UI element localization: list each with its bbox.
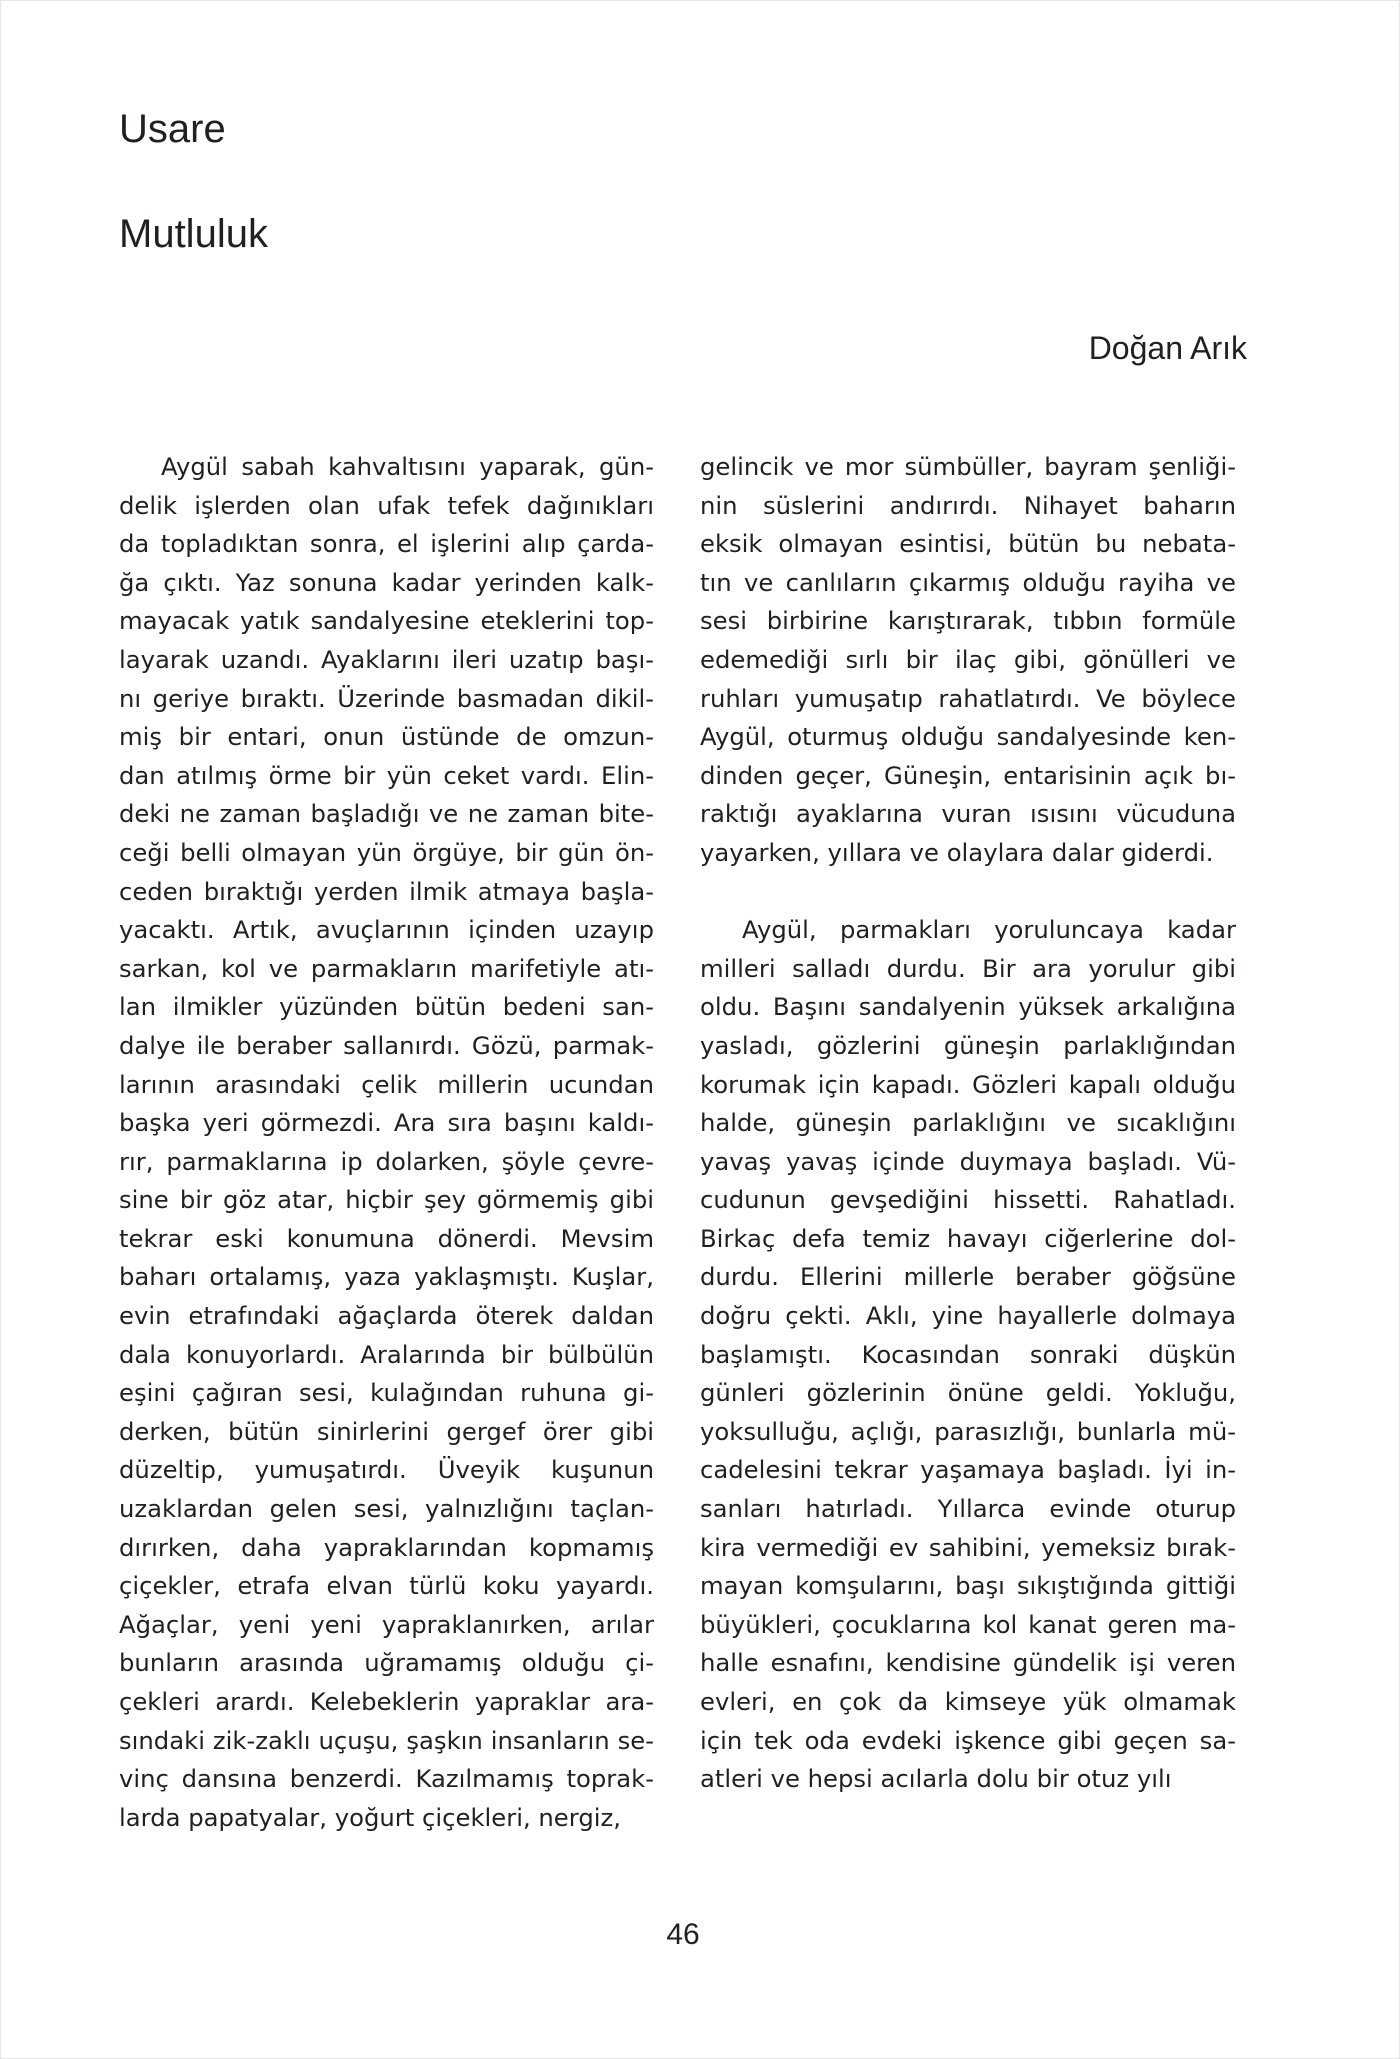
text-line: nı geriye bıraktı. Üzerinde basmadan dikil- xyxy=(119,683,654,713)
text-line: ğa çıktı. Yaz sonuna kadar yerinden kalk- xyxy=(119,567,654,597)
text-line: durdu. Ellerini millerle beraber göğsüne xyxy=(700,1262,1236,1292)
text-line: derken, bütün sinirlerini gergef örer gibi xyxy=(119,1416,654,1446)
text-line: başka yeri görmezdi. Ara sıra başını kaldı- xyxy=(119,1108,654,1138)
text-line: bunların arasında uğramamış olduğu çi- xyxy=(119,1648,654,1678)
text-line: raktığı ayaklarına vuran ısısını vücuduna xyxy=(700,799,1236,829)
text-line: Aygül, parmakları yoruluncaya kadar xyxy=(742,915,1236,945)
text-line: deki ne zaman başladığı ve ne zaman bite- xyxy=(119,799,654,829)
text-line: sarkan, kol ve parmakların marifetiyle atı- xyxy=(119,953,654,983)
text-line: dan atılmış örme bir yün ceket vardı. Elin- xyxy=(119,760,654,790)
text-line: edemediği sırlı bir ilaç gibi, gönülleri ve xyxy=(700,644,1236,674)
text-line: mayan komşularını, başı sıkıştığında gittiği xyxy=(700,1571,1236,1601)
text-line: Aygül, oturmuş olduğu sandalyesinde ken- xyxy=(700,722,1236,752)
text-line: Birkaç defa temiz havayı ciğerlerine dol- xyxy=(700,1223,1236,1253)
text-line: da topladıktan sonra, el işlerini alıp çarda- xyxy=(119,529,654,559)
text-line: nin süslerini andırırdı. Nihayet baharın xyxy=(700,490,1236,520)
text-line: tekrar eski konumuna dönerdi. Mevsim xyxy=(119,1223,654,1253)
text-line: sesi birbirine karıştırarak, tıbbın formüle xyxy=(700,606,1236,636)
text-line: ruhları yumuşatıp rahatlatırdı. Ve böylece xyxy=(700,683,1236,713)
text-line: oldu. Başını sandalyenin yüksek arkalığına xyxy=(700,992,1236,1022)
text-line: yoksulluğu, açlığı, parasızlığı, bunlarla mü- xyxy=(700,1416,1236,1446)
book-title: Usare xyxy=(119,107,226,151)
text-line: yasladı, gözlerini güneşin parlaklığından xyxy=(700,1030,1236,1060)
text-line: dırırken, daha yapraklarından kopmamış xyxy=(119,1532,654,1562)
text-line: sındaki zik-zaklı uçuşu, şaşkın insanların se- xyxy=(119,1725,654,1755)
text-line: tın ve canlıların çıkarmış olduğu rayiha ve xyxy=(700,567,1236,597)
text-line: halde, güneşin parlaklığını ve sıcaklığını xyxy=(700,1108,1236,1138)
text-line: evin etrafındaki ağaçlarda öterek daldan xyxy=(119,1301,654,1331)
text-line: layarak uzandı. Ayaklarını ileri uzatıp başı- xyxy=(119,644,654,674)
text-line: Aygül sabah kahvaltısını yaparak, gün- xyxy=(161,452,654,481)
text-line: başlamıştı. Kocasından sonraki düşkün xyxy=(700,1339,1236,1369)
text-line: sine bir göz atar, hiçbir şey görmemiş gibi xyxy=(119,1185,654,1215)
text-line: eşini çağıran sesi, kulağından ruhuna gi- xyxy=(119,1378,654,1408)
text-line: günleri gözlerinin önüne geldi. Yokluğu, xyxy=(700,1378,1236,1408)
article-title: Mutluluk xyxy=(119,212,268,256)
text-line: larda papatyalar, yoğurt çiçekleri, nergiz, xyxy=(119,1802,621,1832)
paragraph-gap xyxy=(700,873,1236,912)
text-line: dala konuyorlardı. Aralarında bir bülbülün xyxy=(119,1339,654,1369)
text-line: için tek oda evdeki işkence gibi geçen sa- xyxy=(700,1725,1236,1755)
text-line: yayarken, yıllara ve olaylara dalar giderdi. xyxy=(700,837,1214,867)
text-line: korumak için kapadı. Gözleri kapalı olduğu xyxy=(700,1069,1236,1099)
text-line: büyükleri, çocuklarına kol kanat geren ma- xyxy=(700,1609,1236,1639)
text-line: Ağaçlar, yeni yeni yapraklanırken, arılar xyxy=(119,1609,654,1639)
text-line: çiçekler, etrafa elvan türlü koku yayardı. xyxy=(119,1571,654,1601)
text-line: doğru çekti. Aklı, yine hayallerle dolmaya xyxy=(700,1301,1236,1331)
text-line: milleri salladı durdu. Bir ara yorulur gibi xyxy=(700,953,1236,983)
text-line: ceği belli olmayan yün örgüye, bir gün ön- xyxy=(119,837,654,867)
text-line: vinç dansına benzerdi. Kazılmamış toprak- xyxy=(119,1764,654,1794)
text-line: yacaktı. Artık, avuçlarının içinden uzayıp xyxy=(119,915,654,945)
text-line: uzaklardan gelen sesi, yalnızlığını taçlan- xyxy=(119,1494,654,1524)
text-line: cadelesini tekrar yaşamaya başladı. İyi in- xyxy=(700,1455,1236,1485)
text-line: dinden geçer, Güneşin, entarisinin açık bı- xyxy=(700,760,1236,790)
text-line: halle esnafını, kendisine gündelik işi veren xyxy=(700,1648,1236,1678)
text-line: eksik olmayan esintisi, bütün bu nebata- xyxy=(700,529,1236,559)
text-line: delik işlerden olan ufak tefek dağınıkları xyxy=(119,490,654,520)
page-number: 46 xyxy=(666,1918,700,1951)
right-text-column xyxy=(700,448,1236,1799)
left-text-column xyxy=(119,448,654,1837)
text-line: düzeltip, yumuşatırdı. Üveyik kuşunun xyxy=(119,1455,654,1485)
author-name: Doğan Arık xyxy=(1088,330,1247,366)
text-line: sanları hatırladı. Yıllarca evinde oturup xyxy=(700,1494,1236,1524)
text-line: lan ilmikler yüzünden bütün bedeni san- xyxy=(119,992,654,1022)
text-line: gelincik ve mor sümbüller, bayram şenliği- xyxy=(700,452,1236,481)
text-line: miş bir entari, onun üstünde de omzun- xyxy=(119,722,654,752)
text-line: çekleri arardı. Kelebeklerin yapraklar ara- xyxy=(119,1687,654,1716)
text-line: cudunun gevşediğini hissetti. Rahatladı. xyxy=(700,1185,1236,1215)
text-line: mayacak yatık sandalyesine eteklerini top- xyxy=(119,606,654,636)
text-line: evleri, en çok da kimseye yük olmamak xyxy=(700,1687,1236,1716)
text-line: yavaş yavaş içinde duymaya başladı. Vü- xyxy=(700,1146,1236,1176)
text-line: atleri ve hepsi acılarla dolu bir otuz yılı xyxy=(700,1764,1172,1794)
text-line: ceden bıraktığı yerden ilmik atmaya başla- xyxy=(119,876,654,906)
text-line: kira vermediği ev sahibini, yemeksiz bırak- xyxy=(700,1532,1236,1562)
text-line: larının arasındaki çelik millerin ucundan xyxy=(119,1069,654,1099)
text-line: dalye ile beraber sallanırdı. Gözü, parmak- xyxy=(119,1030,654,1060)
text-line: rır, parmaklarına ip dolarken, şöyle çevre- xyxy=(119,1146,654,1176)
text-line: baharı ortalamış, yaza yaklaşmıştı. Kuşlar, xyxy=(119,1262,654,1292)
